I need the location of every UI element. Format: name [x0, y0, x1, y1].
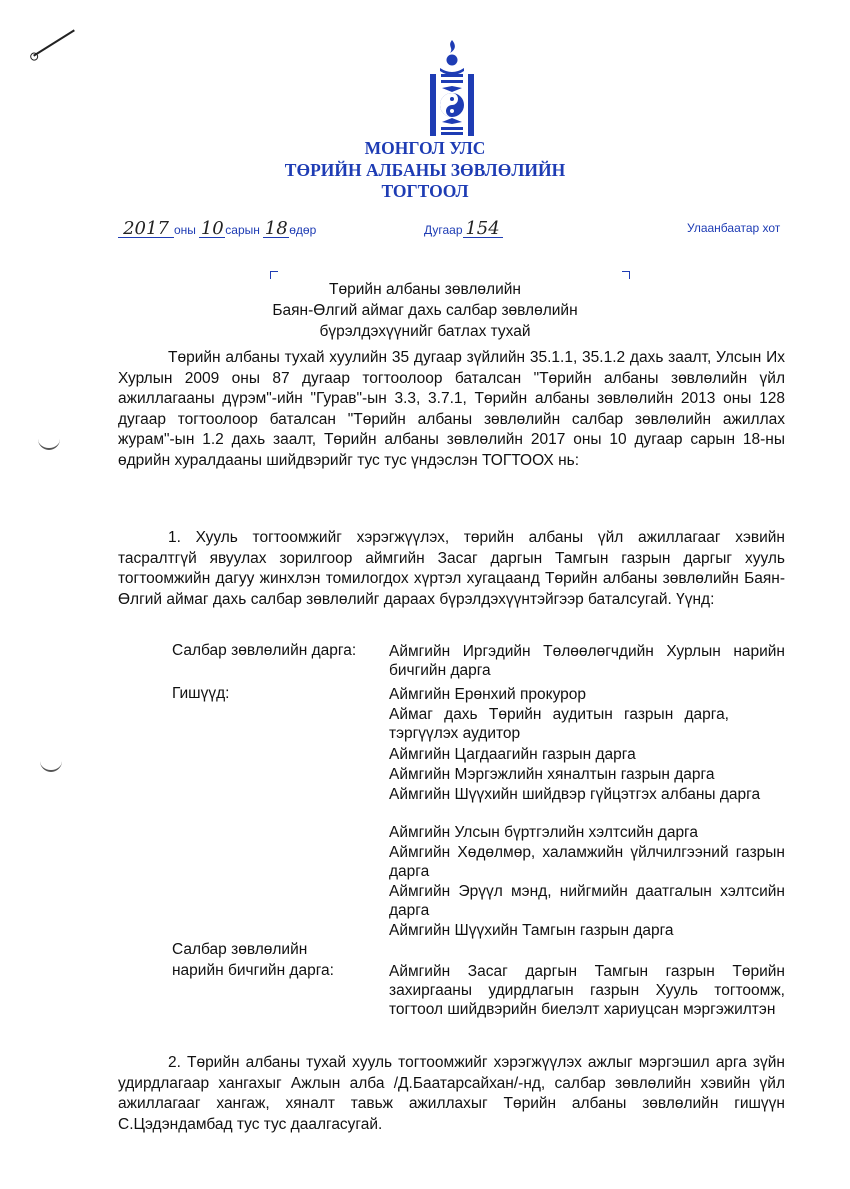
- title-line-2: Баян-Өлгий аймаг дахь салбар зөвлөлийн: [272, 302, 578, 319]
- secretary-label-line-2: нарийн бичгийн дарга:: [172, 962, 334, 979]
- member-item: Аймгийн Ерөнхий прокурор: [389, 686, 587, 703]
- header-country: МОНГОЛ УЛС: [364, 138, 486, 158]
- chair-value: Аймгийн Иргэдийн Төлөөлөгчдийн Хурлын нарийн бичгийн дарга: [389, 643, 785, 679]
- number-label: Дугаар: [424, 223, 463, 237]
- members-label: Гишүүд:: [172, 685, 230, 702]
- city: Улаанбаатар хот: [687, 221, 781, 235]
- title-corner-right: [622, 271, 630, 279]
- title-line-3: бүрэлдэхүүнийг батлах тухай: [319, 323, 531, 340]
- number-line: [424, 218, 503, 239]
- title-line-1: Төрийн албаны зөвлөлийн: [329, 281, 521, 298]
- date-month-suffix: сарын: [225, 223, 260, 237]
- document-number: 154: [463, 221, 503, 238]
- member-item: Аймгийн Эрүүл мэнд, нийгмийн даатгалын хэлтсийн дарга: [389, 883, 785, 919]
- binder-hole-mark: [40, 758, 62, 772]
- item-1-paragraph: 1. Хууль тогтоомжийг хэрэгжүүлэх, төрийн албаны үйл ажиллагааг хэвийн тасралтгүй явуулах зорилгоор аймгийн Засаг даргын Тамгын газрын даргыг хууль тогтоомжийн дагуу жинхлэн томилогдох хүртэл хугацаанд Төрийн албаны зөвлөлийн Баян-Өлгий аймаг дахь салбар зөвлөлийг дараах бүрэлдэхүүнтэйгээр баталсугай. Үүнд:: [118, 529, 785, 608]
- intro-paragraph: Төрийн албаны тухай хуулийн 35 дугаар зүйлийн 35.1.1, 35.1.2 дахь заалт, Улсын Их Хурлын 2009 оны 87 дугаар тогтоолоор баталсан "Төрийн албаны зөвлөлийн үйл ажиллагааны дүрэм"-ийн "Гурав"-ын 3.3, 3.7.1, Төрийн албаны зөвлөлийн 2013 оны 128 дугаар тогтоолоор баталсан "Төрийн албаны зөвлөлийн салбар зөвлөлийн ажиллах журам"-ын 1.2 дахь заалт, Төрийн албаны зөвлөлийн 2017 оны 10 дугаар сарын 18-ны өдрийн хуралдааны шийдвэрийг тус тус үндэслэн ТОГТООХ нь:: [118, 349, 785, 469]
- item-2-paragraph: 2. Төрийн албаны тухай хууль тогтоомжийг хэрэгжүүлэх ажлыг мэргэшил арга зүйн удирдлагаар хангахыг Ажлын алба /Д.Баатарсайхан/-нд, салбар зөвлөлийн хэвийн үйл ажиллагааг хангаж, хяналт тавьж ажиллахыг Төрийн албаны зөвлөлийн гишүүн С.Цэдэндамбад тус тус даалгасугай.: [118, 1054, 785, 1133]
- member-item: Аймаг дахь Төрийн аудитын газрын дарга, тэргүүлэх аудитор: [389, 706, 729, 742]
- pen-scratch-mark: [33, 29, 75, 56]
- chair-label: Салбар зөвлөлийн дарга:: [172, 642, 357, 659]
- date-day-suffix: өдөр: [289, 223, 317, 237]
- member-item: Аймгийн Шүүхийн Тамгын газрын дарга: [389, 922, 674, 939]
- date-line: [118, 218, 317, 239]
- date-year: 2017: [118, 221, 174, 238]
- member-item: Аймгийн Мэргэжлийн хяналтын газрын дарга: [389, 766, 715, 783]
- date-year-suffix: оны: [174, 223, 196, 237]
- header-organization: ТӨРИЙН АЛБАНЫ ЗӨВЛӨЛИЙН: [284, 160, 566, 180]
- member-item: Аймгийн Цагдаагийн газрын дарга: [389, 746, 636, 763]
- member-item: Аймгийн Улсын бүртгэлийн хэлтсийн дарга: [389, 824, 698, 841]
- secretary-value: Аймгийн Засаг даргын Тамгын газрын Төрийн захиргааны удирдлагын газрын Хууль тогтоомж, тогтоол шийдвэрийн биелэлт хариуцсан мэргэжилтэн: [389, 963, 785, 1018]
- title-corner-left: [270, 271, 278, 279]
- header-doc-type: ТОГТООЛ: [381, 181, 469, 201]
- binder-hole-mark: [38, 436, 60, 450]
- member-item: Аймгийн Хөдөлмөр, халамжийн үйлчилгээний газрын дарга: [389, 844, 785, 880]
- member-item: Аймгийн Шүүхийн шийдвэр гүйцэтгэх албаны дарга: [389, 786, 761, 803]
- date-day: 18: [264, 218, 288, 239]
- state-emblem-icon: [424, 38, 480, 138]
- secretary-label-line-1: Салбар зөвлөлийн: [172, 941, 308, 958]
- date-month: 10: [200, 218, 224, 239]
